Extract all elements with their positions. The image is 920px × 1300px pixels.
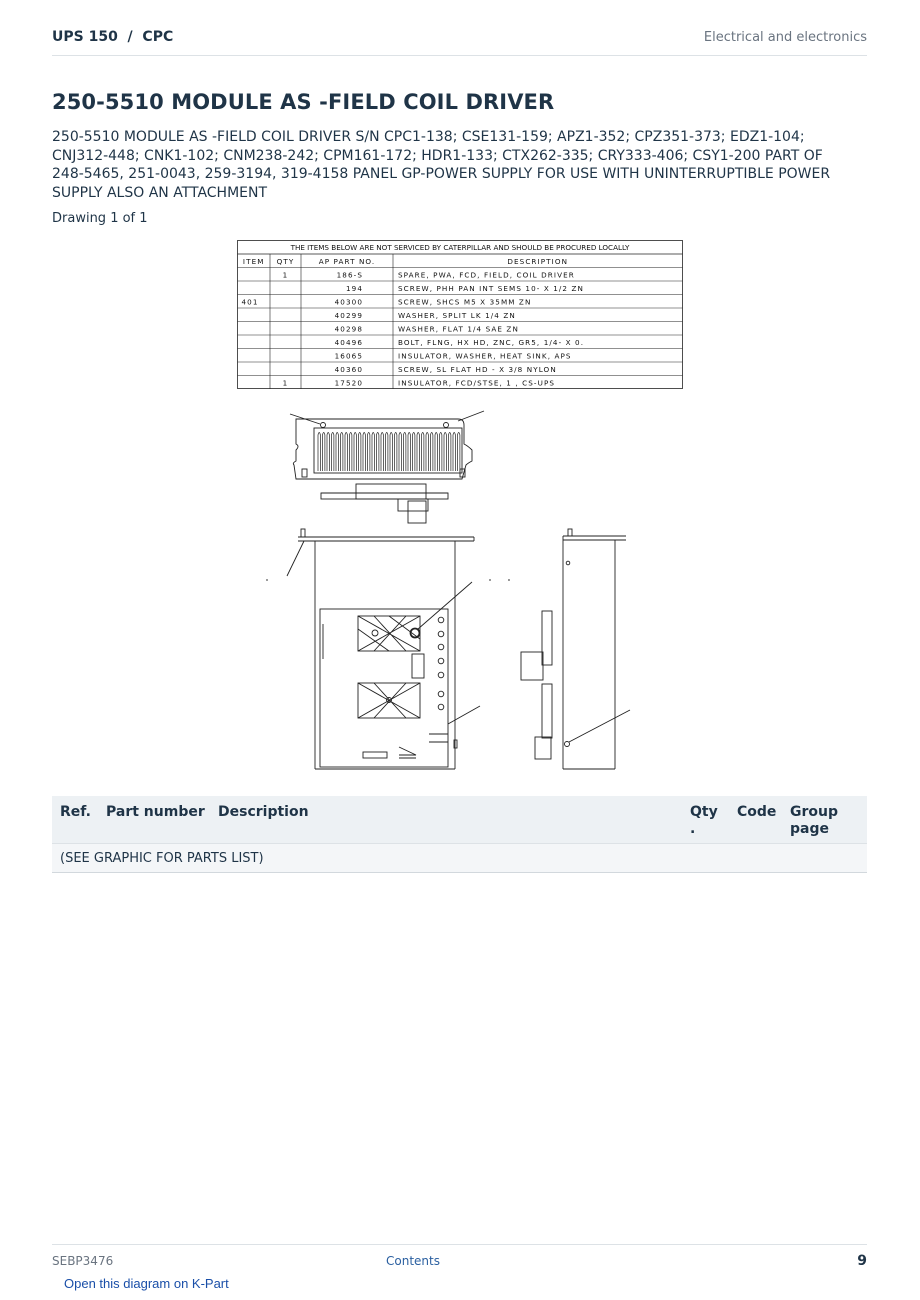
heat-sink-fin	[377, 433, 379, 472]
drawing-cell-desc: SCREW, SL FLAT HD - X 3/8 NYLON	[398, 365, 557, 374]
heat-sink-fin	[327, 433, 329, 472]
drawing-cell-desc: BOLT, FLNG, HX HD, ZNC, GR5, 1/4- X 0.	[398, 338, 585, 347]
drawing-cell-qty: 1	[282, 270, 289, 280]
drawing-cell-part: 194	[345, 284, 363, 293]
drawing-cell-desc: WASHER, SPLIT LK 1/4 ZN	[398, 311, 516, 320]
heat-sink-fin	[368, 433, 370, 472]
parts-note: (SEE GRAPHIC FOR PARTS LIST)	[60, 851, 264, 866]
drawing-cell-part: 16065	[334, 351, 363, 361]
heat-sink-fin	[386, 433, 388, 472]
parts-table	[52, 796, 867, 873]
drawing-cell-desc: WASHER, FLAT 1/4 SAE ZN	[398, 324, 519, 334]
heat-sink-fin	[345, 433, 347, 472]
side-view	[521, 529, 630, 769]
drawing-cell-desc: SCREW, PHH PAN INT SEMS 10- X 1/2 ZN	[398, 284, 584, 293]
drawing-cell-part: 17520	[334, 378, 363, 388]
drawing-cell-part: 40299	[334, 311, 363, 320]
heat-sink-fin	[395, 433, 397, 472]
heat-sink-fin	[417, 433, 419, 472]
drawing-parts-table	[238, 241, 683, 390]
drawing-col-header: AP PART NO.	[318, 257, 376, 266]
col-part-number: Part number	[106, 804, 205, 820]
heat-sink-fin	[408, 433, 410, 472]
page-number: 9	[857, 1253, 867, 1269]
heat-sink-fin	[323, 433, 325, 472]
drawing-notice: THE ITEMS BELOW ARE NOT SERVICED BY CATERPILLAR AND SHOULD BE PROCURED LOCALLY	[290, 243, 630, 252]
col-qty-line2: .	[690, 821, 696, 837]
drawing-cell-desc: SPARE, PWA, FCD, FIELD, COIL DRIVER	[398, 270, 575, 280]
page-footer	[52, 1244, 867, 1274]
drawing-cell-part: 40298	[334, 324, 363, 334]
heat-sink-fin	[350, 433, 352, 472]
heat-sink-fin	[422, 433, 424, 472]
heat-sink-fin	[390, 433, 392, 472]
table-row	[52, 844, 867, 873]
top-view	[290, 411, 484, 523]
drawing-cell-qty: 1	[282, 378, 289, 388]
heat-sink-fin	[413, 433, 415, 472]
heat-sink-fin	[372, 433, 374, 472]
heat-sink-fin	[453, 433, 455, 472]
parts-diagram	[236, 239, 686, 774]
heat-sink-fin	[404, 433, 406, 472]
heat-sink-fin	[363, 433, 365, 472]
kpart-link[interactable]: Open this diagram on K-Part	[64, 1276, 229, 1291]
col-group-page	[790, 804, 838, 838]
drawing-table-text	[242, 257, 585, 388]
col-ref: Ref.	[60, 804, 91, 820]
col-qty	[690, 804, 718, 838]
col-code: Code	[737, 804, 777, 820]
heat-sink-fin	[332, 433, 334, 472]
drawing-cell-desc: INSULATOR, WASHER, HEAT SINK, APS	[398, 351, 572, 361]
drawing-counter: Drawing 1 of 1	[52, 211, 148, 226]
heat-sink-fin	[318, 433, 320, 472]
drawing-cell-desc: INSULATOR, FCD/STSE, 1 , CS-UPS	[398, 378, 556, 388]
page-header	[52, 28, 867, 56]
module-description: 250-5510 MODULE AS -FIELD COIL DRIVER S/N CPC1-138; CSE131-159; APZ1-352; CPZ351-373; EDZ1-104; CNJ312-448; CNK1-102; CNM238-242; CPM161-172; HDR1-133; CTX262-335; CRY333-406; CSY1-200 PART OF 248-5465, 251-0043, 259-3194, 319-4158 PANEL GP-POWER SUPPLY FOR USE WITH UNINTERRUPTIBLE POWER SUPPLY ALSO AN ATTACHMENT	[52, 129, 831, 201]
heat-sink-fin	[354, 433, 356, 472]
heat-sink-fin	[399, 433, 401, 472]
heat-sink-fin	[381, 433, 383, 472]
front-view	[266, 529, 510, 769]
heat-sink-fin	[449, 433, 451, 472]
drawing-cell-desc: SCREW, SHCS M5 X 35MM ZN	[398, 297, 532, 307]
col-group-line1: Group	[790, 804, 839, 820]
col-description: Description	[218, 804, 309, 820]
drawing-col-header: ITEM	[242, 257, 265, 266]
heat-sink-fin	[458, 433, 460, 472]
drawing-cell-part: 40496	[334, 338, 363, 347]
document-id: SEBP3476	[52, 1254, 114, 1268]
col-qty-line1: Qty	[690, 804, 718, 820]
drawing-cell-part: 186-S	[336, 270, 363, 280]
drawing-cell-part: 40360	[334, 365, 363, 374]
contents-link[interactable]: Contents	[386, 1254, 440, 1268]
section-name: Electrical and electronics	[703, 30, 867, 45]
heat-sink-fin	[444, 433, 446, 472]
page-title: 250-5510 MODULE AS -FIELD COIL DRIVER	[52, 90, 555, 114]
heat-sink-fin	[359, 433, 361, 472]
drawing-col-header: DESCRIPTION	[507, 257, 569, 266]
drawing-col-header: QTY	[276, 257, 295, 266]
drawing-cell-item: 401	[241, 297, 259, 307]
col-group-line2: page	[790, 821, 829, 837]
drawing-cell-part: 40300	[334, 297, 363, 307]
heat-sink-fin	[341, 433, 343, 472]
heat-sink-fin	[440, 433, 442, 472]
heat-sink-fin	[435, 433, 437, 472]
breadcrumb: UPS 150 / CPC	[52, 29, 174, 45]
heat-sink-fin	[431, 433, 433, 472]
heat-sink-fin	[426, 433, 428, 472]
parts-table-header	[52, 796, 867, 844]
heat-sink-fin	[336, 433, 338, 472]
